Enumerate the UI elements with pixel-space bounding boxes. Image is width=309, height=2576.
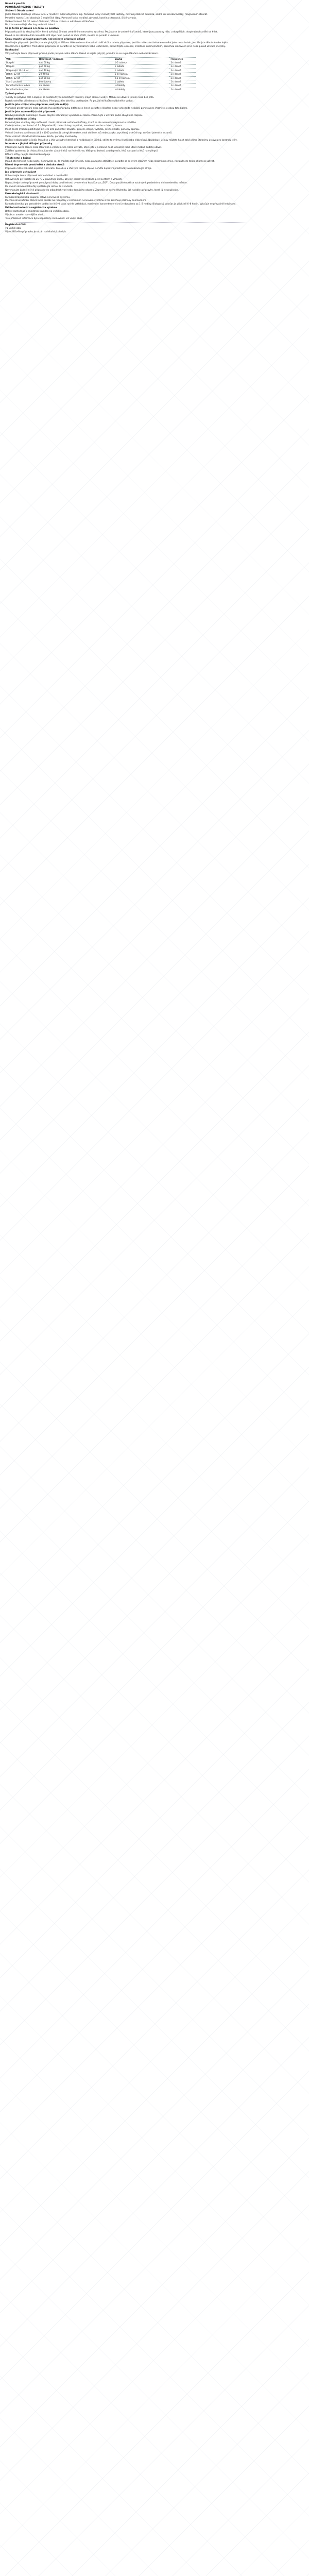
footer-divider [5, 222, 247, 223]
prescription-note: Výdej léčivého přípravku je vázán na lékařský předpis. [5, 230, 67, 233]
section [5, 157, 304, 164]
section-paragraph: Zvláštní opatrnosti je třeba při současném užívání léků na ředění krve, léků proti bolesti, antidepresiv, léků na spaní a léků na epilepsii. [5, 149, 159, 152]
section-paragraph: Pokud se do několika dnů nebudete cítit lépe nebo pokud se Vám přitíží, musíte se poradit s lékařem. [5, 35, 120, 38]
section-paragraph: Držitel rozhodnutí o registraci: uveden na vnějším obalu. [5, 210, 70, 213]
table-cell: ½ tablety [114, 88, 170, 91]
table-row [5, 69, 196, 72]
table-header-cell: Věk [5, 57, 38, 61]
section-paragraph: Pokud jste těhotná nebo kojíte, domníváte se, že můžete být těhotná, nebo plánujete otěhotnět, poraďte se se svým lékařem nebo lékárníkem dříve, než začnete tento přípravek užívat. [5, 160, 215, 163]
section [5, 104, 304, 111]
table-cell: Porucha funkce ledvin [5, 84, 38, 88]
section-paragraph: Časté (mohou postihnout až 1 z 10 pacientů): bolest hlavy, ospalost, nevolnost, sucho v ústech, únava. [5, 125, 123, 128]
table-cell: 1 tableta [114, 69, 170, 72]
section [5, 164, 304, 171]
table-row [5, 65, 196, 69]
table-cell: 2× denně [169, 61, 196, 65]
section [5, 38, 304, 49]
section-heading: Jestliže jste zapomněl(a) užít přípravek [5, 110, 56, 113]
section-heading: Farmakologické vlastnosti [5, 192, 39, 195]
section-paragraph: Podobně jako všechny léky může mít i tento přípravek nežádoucí účinky, které se ale nemusí vyskytnout u každého. [5, 121, 137, 124]
section-paragraph: Na trhu nemusí být všechny velikosti balení. [5, 24, 56, 27]
table-cell: Dospělí [5, 61, 38, 65]
table-row [5, 80, 196, 84]
table-cell: Děti 6–12 let [5, 73, 38, 76]
table-cell: dle lékaře [38, 84, 114, 88]
section-paragraph: Nepoužívejte tento přípravek po uplynutí doby použitelnosti uvedené na krabičce za „EXP“. Doba použitelnosti se vztahuje k poslednímu dni uvedeného měsíce. [5, 181, 187, 184]
table-cell: dle lékaře [38, 88, 114, 91]
section-paragraph: Farmakoterapeutická skupina: léčiva nervového systému. [5, 196, 71, 199]
table-cell: Porucha funkce jater [5, 88, 38, 91]
section-heading: Interakce s jinými léčivými přípravky [5, 142, 53, 145]
section-paragraph: Uchovávejte tento přípravek mimo dohled a dosah dětí. [5, 175, 68, 178]
section-paragraph: Velikost balení: 10, 30 nebo 100 tablet; 150 ml roztoku s odměrnou stříkačkou. [5, 20, 95, 23]
section-heading: Dávkování [5, 48, 19, 52]
document-title: Návod k použití [5, 3, 25, 5]
table-cell: nad 60 kg [38, 61, 114, 65]
registration-value: viz vnější obal [5, 227, 22, 230]
section-paragraph: Méně časté (mohou postihnout až 1 ze 100 pacientů): závratě, průjem, zácpa, vyrážka, svědění kůže, poruchy spánku. [5, 128, 140, 131]
table-cell: ½ tablety [114, 84, 170, 88]
section-heading: Způsob podání [5, 93, 24, 96]
section-paragraph: Perorální roztok: 1 ml obsahuje 1 mg léčivé látky. Pomocné látky: sorbitol, glycerol, kyselina citronová, čištěná voda. [5, 16, 137, 20]
table-row [5, 84, 196, 88]
section-heading: Jestliže jste užil(a) více přípravku, než jste měl(a) [5, 103, 68, 106]
table-header-cell: Hmotnost / indikace [38, 57, 114, 61]
table-cell: nad 40 kg [38, 69, 114, 72]
table-cell: 2× denně [169, 69, 196, 72]
table-cell: Dospívající 12–18 let [5, 69, 38, 72]
section-paragraph: Uchovávejte při teplotě do 25 °C v původním obalu, aby byl přípravek chráněn před světlem a vlhkostí. [5, 178, 123, 181]
table-cell: Starší pacienti [5, 80, 38, 84]
section [5, 143, 304, 157]
section-paragraph: Farmakokinetika: po perorálním podání se léčivá látka rychle vstřebává, maximální koncentrace v krvi je dosaženo za 1–2 hodiny. Biologický poločas je přibližně 6–8 hodin. Vylučuje se převážně ledvinami. [5, 203, 236, 206]
table-cell: 2× denně [169, 76, 196, 80]
section-heading: Jak přípravek uchovávat [5, 171, 37, 174]
table-cell: 1× denně [169, 84, 196, 88]
section-paragraph: Po prvním otevření lahvičky spotřebujte roztok do 3 měsíců. [5, 185, 73, 188]
table-cell: pod 60 kg [38, 65, 114, 69]
table-cell: 5 ml roztoku [114, 73, 170, 76]
section-paragraph: Nezdvojnásobujte následující dávku, abyste nahradil(a) vynechanou dávku. Pokračujte v užívání podle obvyklého rozpisu. [5, 114, 143, 117]
table-header-cell: Frekvence [169, 57, 196, 61]
section [5, 118, 304, 143]
table-cell: 1–2 tablety [114, 61, 170, 65]
dose-table [5, 57, 196, 92]
table-cell: 20–40 kg [38, 73, 114, 76]
product-line: PERORÁLNÍ ROZTOK / TABLETY [5, 6, 45, 9]
section-paragraph: Tato příbalová informace byla naposledy revidována: viz vnější obal. [5, 217, 83, 220]
section-paragraph: Vzácné (mohou postihnout až 1 z 1000 pacientů): alergické reakce, otok obličeje, rtů nebo jazyka, zrychlený srdeční tep, zvýšení jaterních enzymů. [5, 132, 173, 135]
section-heading: Těhotenství a kojení [5, 157, 31, 160]
section [5, 193, 304, 207]
table-cell: 1 tableta [114, 80, 170, 84]
section [5, 171, 304, 192]
table-cell: Děti 6–12 let [5, 76, 38, 80]
section-paragraph: Roztok odměřte přiloženou stříkačkou. Před použitím lahvičku protřepejte. Po použití stříkačku opláchněte vodou. [5, 100, 133, 103]
section [5, 93, 304, 104]
table-cell: pod 20 kg [38, 76, 114, 80]
section-paragraph: Jedna tableta obsahuje léčivou látku v množství odpovídajícím 5 mg. Pomocné látky: monohydrát laktózy, mikrokrystalická celulóza, sodná sůl kroskarmelózy, magnesium-stearát. [5, 13, 208, 16]
table-cell: 1 tableta [114, 65, 170, 69]
section-paragraph: Výrobce: uveden na vnějším obalu. [5, 214, 45, 217]
sections-part-2 [5, 93, 304, 221]
section-heading: Možné nežádoucí účinky [5, 117, 37, 121]
section-paragraph: Informujte svého lékaře nebo lékárníka o všech lécích, které užíváte, které jste v nedávné době užíval(a) nebo které možná budete užívat. [5, 146, 162, 149]
table-cell: 1× denně [169, 88, 196, 91]
table-row [5, 61, 196, 65]
table-cell: 1× denně [169, 80, 196, 84]
section [5, 27, 304, 38]
section-paragraph: V případě předávkování nebo náhodného požití přípravku dítětem se ihned poraďte s lékařem nebo vyhledejte nejbližší pohotovost. Vezměte s sebou toto balení. [5, 107, 188, 110]
section-paragraph: Tablety se polykají celé a zapíjejí se dostatečným množstvím tekutiny (např. sklenicí vody). Mohou se užívat s jídlem nebo bez jídla. [5, 96, 154, 99]
registration-label: Registrační číslo [5, 223, 26, 226]
section-paragraph: Nevyhazujte žádné léčivé přípravky do odpadních vod nebo domácího odpadu. Zeptejte se svého lékárníka, jak naložit s přípravky, které již nepoužíváte. [5, 189, 179, 192]
table-row [5, 88, 196, 91]
section [5, 207, 304, 221]
section-heading: Řízení dopravních prostředků a obsluha strojů [5, 164, 64, 167]
section-paragraph: Vždy užívejte tento přípravek přesně podle pokynů svého lékaře. Pokud si nejste jistý(á), poraďte se se svým lékařem nebo lékárníkem. [5, 52, 159, 55]
section [5, 10, 304, 28]
table-row [5, 73, 196, 76]
section-paragraph: Přípravek může způsobit ospalost a závratě. Pokud se u Vás tyto účinky objeví, neřiďte dopravní prostředky a neobsluhujte stroje. [5, 167, 152, 171]
table-cell: 2× denně [169, 65, 196, 69]
section-paragraph: Mechanismus účinku: léčivá látka působí na receptory v centrálním nervovém systému a tím zmírňuje příznaky onemocnění. [5, 199, 147, 202]
table-header-row [5, 57, 196, 61]
section-heading: Co je tento přípravek a k čemu se používá [5, 27, 59, 30]
table-cell: Dospělí [5, 65, 38, 69]
section-heading: Složení / Obsah balení [5, 9, 33, 12]
table-row [5, 76, 196, 80]
section-paragraph: Upozornění a opatření: Před užitím přípravku se poraďte se svým lékařem nebo lékárníkem, pokud trpíte epilepsií, srdečním onemocněním, poruchou srážlivosti krve nebo pokud užíváte jiné léky. [5, 45, 226, 48]
table-cell: 2,5 ml roztoku [114, 76, 170, 80]
table-cell: 2× denně [169, 73, 196, 76]
section-heading: Držitel rozhodnutí o registraci a výrobce [5, 207, 57, 210]
section-paragraph: Během léčby nepijte alkoholické nápoje. [5, 153, 51, 156]
table-header-cell: Dávka [114, 57, 170, 61]
sections-part-1 [5, 10, 304, 56]
section-paragraph: Hlášení nežádoucích účinků: Pokud se u Vás vyskytne kterýkoli z nežádoucích účinků, sdělte to svému lékaři nebo lékárníkovi. Nežádoucí účinky můžete hlásit také přímo Státnímu ústavu pro kontrolu léčiv. [5, 139, 238, 142]
section [5, 49, 304, 56]
section-paragraph: Velmi vzácné: závažné kožní reakce, křeče, poruchy krvetvorby. [5, 135, 78, 139]
section [5, 111, 304, 118]
table-cell: bez úpravy [38, 80, 114, 84]
section-paragraph: Přípravek patří do skupiny léčiv, která ovlivňují činnost centrálního nervového systému. Používá se ke zmírnění příznaků, které jsou popsány níže, u dospělých, dospívajících a dětí od 6 let. [5, 31, 218, 34]
section-paragraph: Neužívejte přípravek: jestliže jste alergický(á) na léčivou látku nebo na kteroukoli další složku tohoto přípravku; jestliže máte závažné onemocnění jater nebo ledvin; jestliže jste těhotná nebo kojíte. [5, 41, 229, 44]
section-heading: Čemu musíte věnovat pozornost, než začnete přípravek užívat [5, 38, 85, 41]
